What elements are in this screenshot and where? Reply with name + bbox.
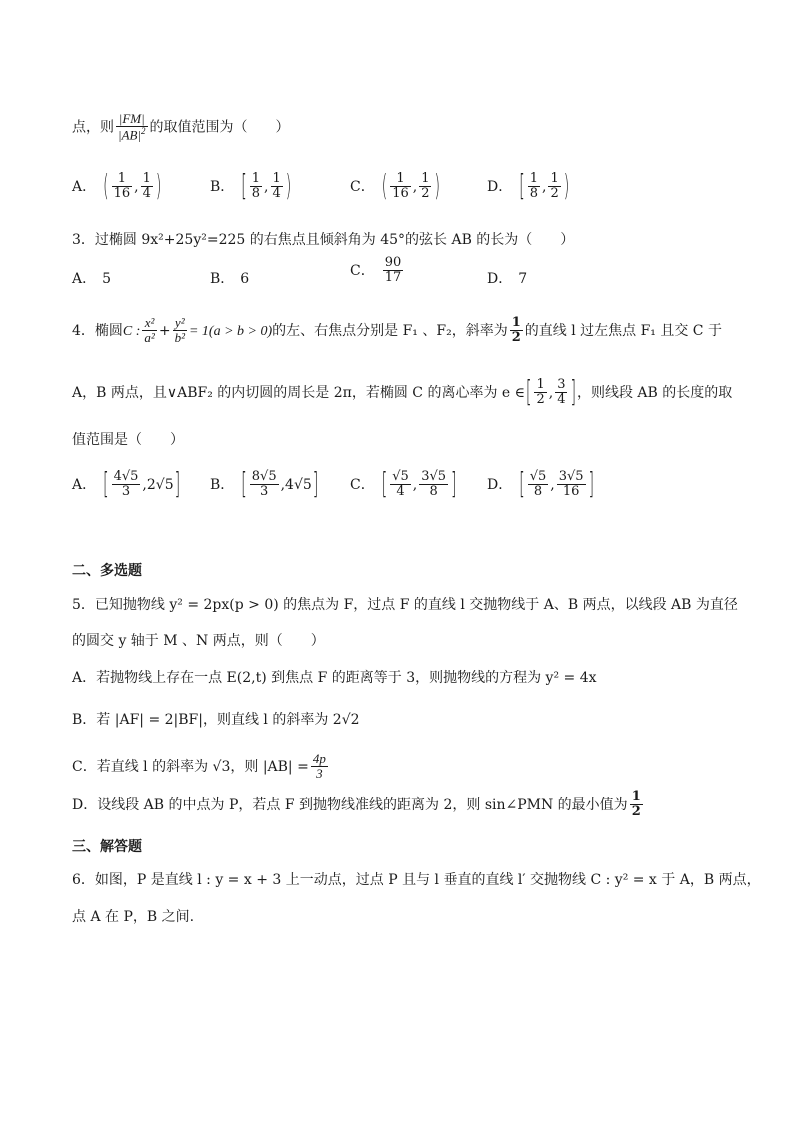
q5-option-d[interactable]: D．设线段 AB 的中点为 P，若点 F 到抛物线准线的距离为 2，则 sin∠PMN 的最小值为 $\frac{1}{2}$ — [72, 789, 641, 820]
question-4-line-1: 4．椭圆C : $\frac{\text{x²}}{\text{a²}}$ + $\frac{\text{y²}}{\text{b²}}$ = 1(a > b > 0)的左、右焦点分别是 F₁ 、F₂，斜率为 $\frac{1}{2}$ 的直线 l 过左焦点 F₁ 且交 C 于 — [72, 315, 722, 346]
question-4-line-3: 值范围是（ ） — [72, 432, 184, 448]
ratio-fraction: $\frac{|FM|}{|AB|^2}$ — [118, 111, 146, 143]
stem-suffix: 的取值范围为（ ） — [149, 119, 290, 136]
q5-option-b[interactable]: B．若 |AF| = 2|BF|，则直线 l 的斜率为 2√2 — [72, 712, 360, 728]
question-2-stem — [72, 112, 290, 143]
question-6-line-2: 点 A 在 P，B 之间. — [72, 909, 195, 925]
q2-option-b[interactable]: B． [ $\frac{1}{8}$ , $\frac{1}{4}$ ) — [210, 169, 292, 204]
q3-option-c[interactable]: C． $\frac{90}{17}$ — [350, 255, 402, 286]
q2-option-d[interactable]: D． [ $\frac{1}{8}$ , $\frac{1}{2}$ ) — [487, 169, 570, 204]
q5-option-a[interactable]: A．若抛物线上存在一点 E(2,t) 到焦点 F 的距离等于 3，则抛物线的方程为 y² = 4x — [72, 670, 597, 686]
question-4-line-2: A，B 两点，且∨ABF₂ 的内切圆的周长是 2π，若椭圆 C 的离心率为 e ∈[ $\frac{1}{2}$ , $\frac{3}{4}$ ]，则线段 AB 的长度的取 — [72, 375, 733, 410]
q2-option-a[interactable]: A． ( $\frac{1}{16}$ , $\frac{1}{4}$ ) — [72, 169, 162, 204]
q3-option-b[interactable]: B． 6 — [210, 271, 250, 287]
q4-option-a[interactable]: A． [ $\frac{4√5}{3}$ ,2√5] — [72, 467, 181, 502]
q4-option-d[interactable]: D． [ $\frac{√5}{8}$ , $\frac{3√5}{16}$ ] — [487, 467, 595, 502]
q2-option-c[interactable]: C． ( $\frac{1}{16}$ , $\frac{1}{2}$ ) — [350, 169, 440, 204]
section-heading-multiple-choice: 二、多选题 — [72, 563, 142, 579]
question-5-line-2: 的圆交 y 轴于 M 、N 两点，则（ ） — [72, 633, 325, 649]
q3-option-a[interactable]: A． 5 — [72, 271, 112, 287]
section-heading-solutions: 三、解答题 — [72, 839, 142, 855]
q4-option-b[interactable]: B． [ $\frac{8√5}{3}$ ,4√5] — [210, 467, 319, 502]
q3-option-d[interactable]: D． 7 — [487, 271, 528, 287]
q4-option-c[interactable]: C． [ $\frac{√5}{4}$ , $\frac{3√5}{8}$ ] — [350, 467, 457, 502]
q5-option-c[interactable]: C．若直线 l 的斜率为 √3，则 |AB| = $\frac{4p}{3}$ — [72, 751, 326, 782]
question-3-stem: 3．过椭圆 9x²+25y²=225 的右焦点且倾斜角为 45°的弦长 AB 的长为（ ） — [72, 232, 575, 248]
stem-prefix: 点，则 — [72, 119, 114, 136]
question-6-line-1: 6．如图，P 是直线 l : y = x + 3 上一动点，过点 P 且与 l 垂直的直线 l′ 交抛物线 C : y² = x 于 A，B 两点， — [72, 872, 761, 888]
question-5-line-1: 5．已知抛物线 y² = 2px(p > 0) 的焦点为 F，过点 F 的直线 l 交抛物线于 A、B 两点，以线段 AB 为直径 — [72, 597, 738, 613]
